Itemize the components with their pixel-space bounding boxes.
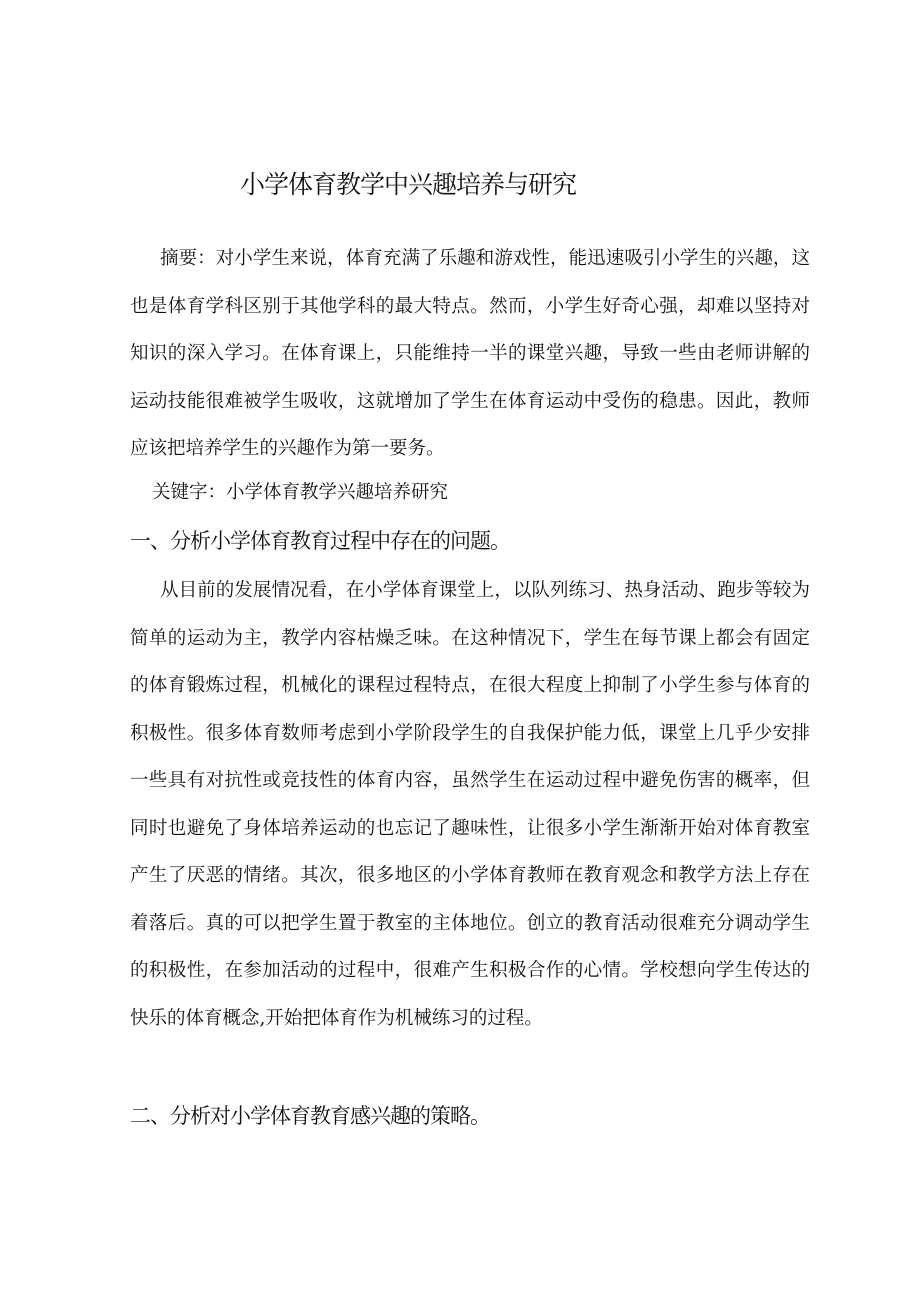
section-2-heading: 二、分析对小学体育教育感兴趣的策略。	[130, 1104, 490, 1128]
keywords-line: 关键字：小学体育教学兴趣培养研究	[152, 482, 449, 503]
section-1-heading: 一、分析小学体育教育过程中存在的问题。	[130, 529, 510, 553]
abstract-paragraph: 摘要：对小学生来说，体育充满了乐趣和游戏性，能迅速吸引小学生的兴趣，这也是体育学科区别于其他学科的最大特点。然而，小学生好奇心强，却难以坚持对知识的深入学习。在体育课上，只能维持一半的课堂兴趣，导致一些由老师讲解的运动技能很难被学生吸收，这就增加了学生在体育运动中受伤的稳患。因此，教师应该把培养学生的兴趣作为第一要务。	[130, 248, 810, 459]
section-1-body: 从目前的发展情况看，在小学体育课堂上，以队列练习、热身活动、跑步等较为简单的运动为主，教学内容枯燥乏味。在这种情况下，学生在每节课上都会有固定的体育锻炼过程，机械化的课程过程特点，在很大程度上抑制了小学生参与体育的积极性。很多体育数师考虑到小学阶段学生的自我保护能力低，课堂上几乎少安排一些具有对抗性或竞技性的体育内容，虽然学生在运动过程中避免伤害的概率，但同时也避免了身体培养运动的也忘记了趣味性，让很多小学生渐渐开始对体育教室产生了厌恶的情绪。其次，很多地区的小学体育教师在教育观念和教学方法上存在着落后。真的可以把学生置于教室的主体地位。创立的教育活动很难充分调动学生的积极性，在参加活动的过程中，很难产生积极合作的心情。学校想向学生传达的快乐的体育概念,开始把体育作为机械练习的过程。	[130, 580, 810, 1029]
document-title: 小学体育教学中兴趣培养与研究	[240, 170, 577, 199]
